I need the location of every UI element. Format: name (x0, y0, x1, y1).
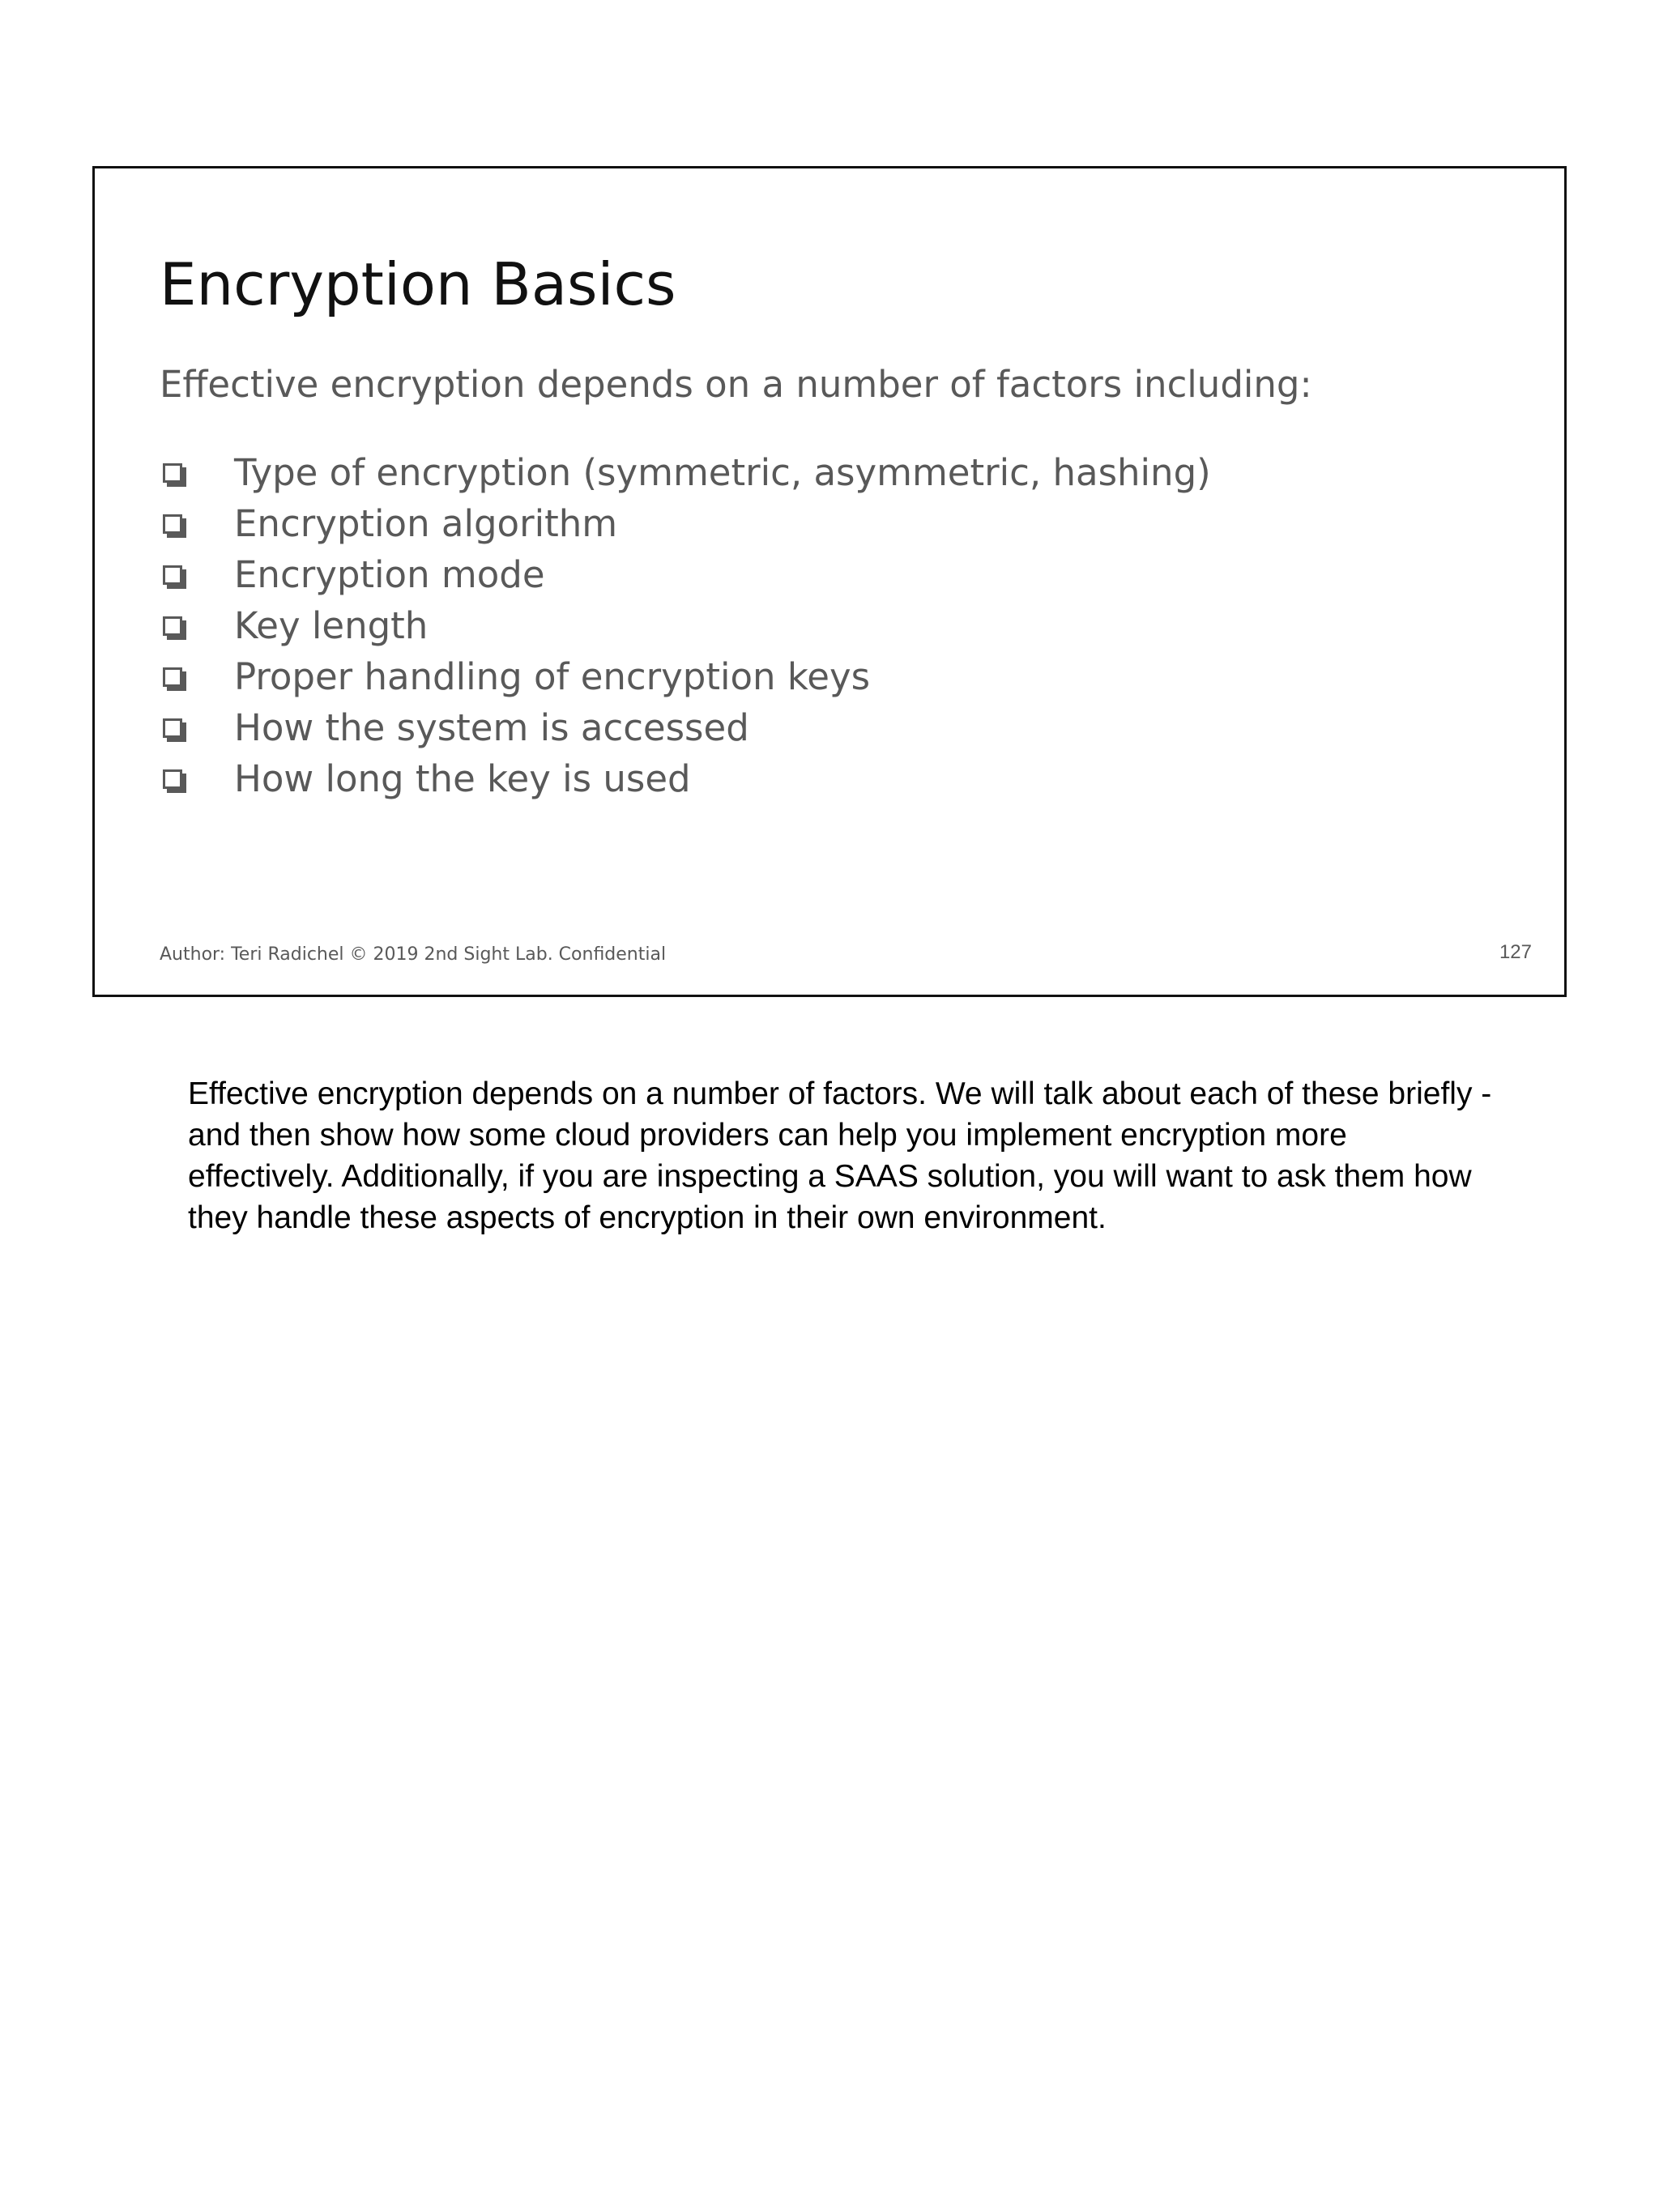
slide-number: 127 (1499, 941, 1532, 963)
checkbox-bullet-icon (160, 549, 234, 600)
bullet-text: How the system is accessed (234, 706, 749, 749)
bullet-text: Key length (234, 604, 429, 647)
bullet-item (160, 549, 1211, 600)
checkbox-bullet-icon (160, 447, 234, 498)
bullet-item (160, 702, 1211, 753)
bullet-text: Proper handling of encryption keys (234, 655, 871, 698)
speaker-notes: Effective encryption depends on a number of factors. We will talk about each of these briefly - and then show how some cloud providers can help you implement encryption more effectively. Additionally, if you are inspecting a SAAS solution, you will want to ask them how they handle these aspects of encryption in their own environment. (188, 1076, 1492, 1235)
slide-title: Encryption Basics (160, 250, 676, 318)
bullet-item (160, 447, 1211, 498)
bullet-text: Type of encryption (symmetric, asymmetric, hashing) (234, 451, 1211, 494)
slide-intro: Effective encryption depends on a number of factors including: (160, 363, 1312, 406)
slide-footer: Author: Teri Radichel © 2019 2nd Sight Lab. Confidential (160, 944, 667, 965)
checkbox-bullet-icon (160, 753, 234, 804)
slide-frame (92, 166, 1567, 997)
bullet-item (160, 753, 1211, 804)
bullet-text: Encryption algorithm (234, 502, 618, 545)
checkbox-bullet-icon (160, 498, 234, 549)
bullet-item (160, 600, 1211, 651)
bullet-item (160, 498, 1211, 549)
checkbox-bullet-icon (160, 702, 234, 753)
checkbox-bullet-icon (160, 651, 234, 702)
bullet-text: Encryption mode (234, 553, 545, 596)
bullet-text: How long the key is used (234, 757, 691, 800)
bullet-list (160, 447, 1211, 804)
checkbox-bullet-icon (160, 600, 234, 651)
bullet-item (160, 651, 1211, 702)
